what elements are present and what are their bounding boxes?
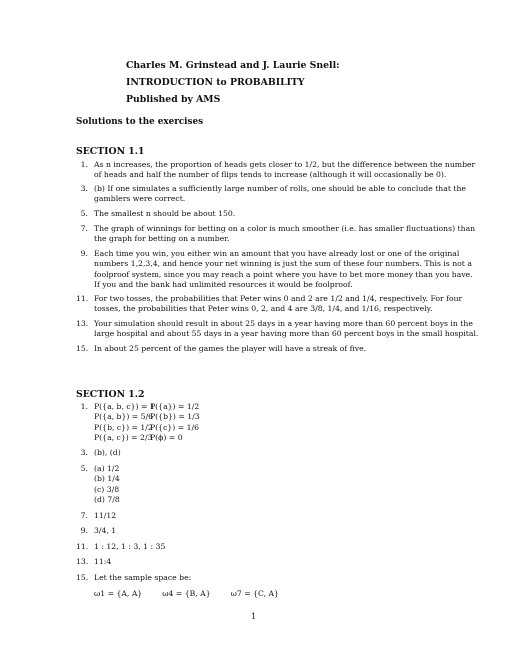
exercise-text-line: Each time you win, you either win an amount that you have already lost or one of the original	[94, 249, 460, 258]
exercise-number: 15.	[76, 344, 89, 353]
exercise-number: 5.	[80, 464, 88, 473]
exercise-1-2-3	[76, 448, 452, 458]
exercise-text-line: 11/12	[94, 511, 117, 520]
exercise-1-2-9	[76, 526, 452, 536]
exercise-text-line: 1 : 12, 1 : 3, 1 : 35	[94, 542, 166, 551]
exercise-number: 9.	[80, 526, 88, 535]
sample-point: ω4 = {B, A}	[162, 589, 211, 599]
exercise-number: 11.	[76, 542, 89, 551]
exercise-1-1-3	[76, 184, 466, 205]
exercise-1-1-1	[76, 160, 476, 181]
exercise-text-line: the graph for betting on a number.	[94, 234, 230, 244]
exercise-number: 13.	[76, 319, 89, 328]
exercise-number: 3.	[80, 184, 88, 193]
solutions-heading: Solutions to the exercises	[76, 117, 204, 127]
section-1-2-title: SECTION 1.2	[76, 389, 145, 400]
exercise-number: 1.	[80, 402, 88, 411]
exercise-1-1-11	[76, 294, 463, 315]
exercise-text-line: tosses, the probabilities that Peter wins 0, 2, and 4 are 3/8, 1/4, and 1/16, respectively.	[94, 304, 433, 314]
section-1-1-title: SECTION 1.1	[76, 146, 145, 157]
exercise-number: 1.	[80, 160, 88, 169]
exercise-text-line: The graph of winnings for betting on a color is much smoother (i.e. has smaller fluctuations) than	[94, 224, 476, 233]
sub-answer: (b) 1/4	[94, 474, 120, 484]
exercise-text-line: 11:4	[94, 557, 112, 566]
probability-entry: P({b}) = 1/3	[150, 412, 200, 422]
exercise-text-line: As n increases, the proportion of heads gets closer to 1/2, but the difference between the number	[94, 160, 476, 169]
exercise-1-2-15	[76, 573, 452, 600]
exercise-1-2-13	[76, 557, 452, 567]
exercise-number: 11.	[76, 294, 89, 303]
exercise-number: 3.	[80, 448, 88, 457]
exercise-text-line: In about 25 percent of the games the player will have a streak of five.	[94, 344, 367, 353]
book-title: INTRODUCTION to PROBABILITY	[126, 77, 305, 88]
probability-entry: P({a, b}) = 5/6	[94, 412, 154, 422]
probability-entry: P({c}) = 1/6	[150, 422, 199, 432]
sample-space-row	[94, 589, 452, 599]
probability-entry: P({a, b, c}) = 1	[94, 402, 155, 411]
authors-line: Charles M. Grinstead and J. Laurie Snell:	[126, 60, 340, 71]
document-header	[126, 57, 340, 108]
exercise-text-line: (b) If one simulates a sufficiently large number of rolls, one should be able to conclude that the	[94, 184, 466, 193]
exercise-number: 9.	[80, 249, 88, 258]
exercise-1-1-7	[76, 224, 476, 245]
publisher-line: Published by AMS	[126, 94, 221, 105]
exercise-1-2-1	[76, 402, 452, 443]
sample-point: ω7 = {C, A}	[230, 589, 279, 599]
exercise-number: 15.	[76, 573, 89, 582]
sub-answer: (c) 3/8	[94, 484, 120, 494]
exercise-text-line: foolproof system, since you may reach a point where you have to bet more money than you have.	[94, 269, 473, 279]
exercise-text-line: 3/4, 1	[94, 526, 117, 535]
exercise-1-2-11	[76, 542, 452, 552]
exercise-1-2-7	[76, 511, 452, 521]
exercise-text-line: (b), (d)	[94, 448, 121, 457]
probability-entry: P({b, c}) = 1/2	[94, 422, 153, 432]
exercise-1-1-13	[76, 319, 479, 340]
exercise-number: 5.	[80, 209, 88, 218]
exercise-1-1-5	[76, 209, 452, 219]
page-number: 1	[251, 612, 257, 621]
exercise-text-line: large hospital and about 55 days in a year having more than 60 percent boys in the small hospital.	[94, 329, 479, 339]
exercise-1-1-15	[76, 344, 452, 354]
sample-point: ω1 = {A, A}	[94, 589, 143, 599]
exercise-number: 7.	[80, 511, 88, 520]
probability-table	[94, 402, 452, 443]
exercise-text-line: The smallest n should be about 150.	[94, 209, 236, 218]
probability-entry: P({a}) = 1/2	[150, 402, 200, 411]
exercise-text-line: Your simulation should result in about 25 days in a year having more than 60 percent boys in the	[94, 319, 473, 328]
exercise-1-1-9	[76, 249, 473, 290]
exercise-text-line: numbers 1,2,3,4, and hence your net winning is just the sum of these four numbers. This is not a	[94, 259, 472, 269]
sub-answer: (a) 1/2	[94, 464, 120, 473]
probability-entry: P({a, c}) = 2/3	[94, 432, 153, 442]
exercise-number: 7.	[80, 224, 88, 233]
exercise-number: 13.	[76, 557, 89, 566]
exercise-text-line: Let the sample space be:	[94, 573, 192, 582]
exercise-text-line: For two tosses, the probabilities that Peter wins 0 and 2 are 1/2 and 1/4, respectively. For four	[94, 294, 463, 303]
exercise-text-line: gamblers were correct.	[94, 194, 186, 204]
exercise-text-line: If you and the bank had unlimited resources it would be foolproof.	[94, 279, 353, 289]
sub-answer: (d) 7/8	[94, 494, 120, 504]
probability-entry: P(ϕ) = 0	[150, 432, 183, 442]
exercise-1-2-5	[76, 464, 452, 505]
exercise-text-line: of heads and half the number of flips tends to increase (although it will occasionally be 0).	[94, 170, 447, 180]
